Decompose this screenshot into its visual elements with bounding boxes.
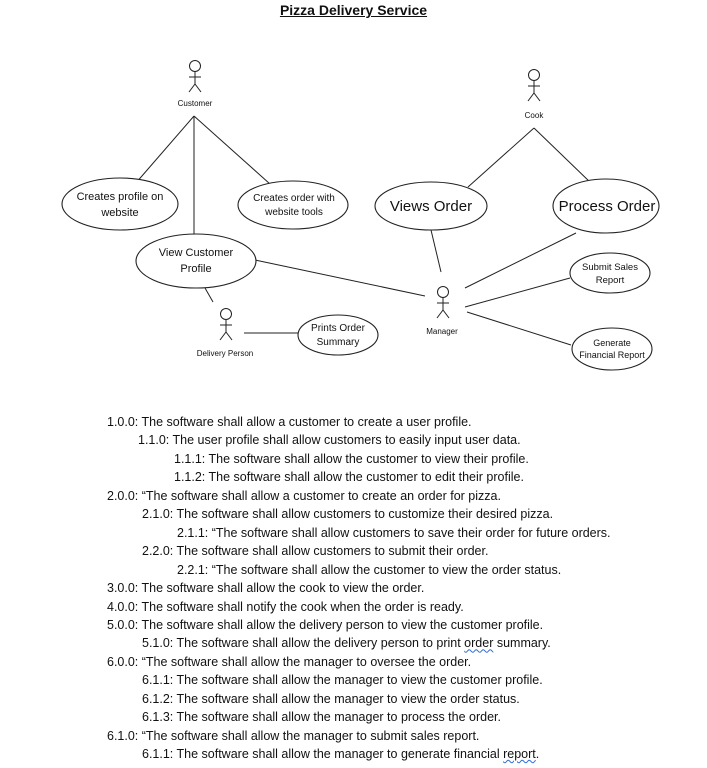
actor-label-manager: Manager bbox=[426, 327, 458, 336]
requirement-item: 6.1.1: The software shall allow the manager to view the customer profile. bbox=[142, 673, 543, 688]
line-manager-financial-report bbox=[467, 312, 571, 345]
requirement-item: 2.2.0: The software shall allow customers to submit their order. bbox=[142, 544, 489, 559]
usecase-label-generate-financial-report-line1: Generate bbox=[593, 338, 631, 348]
usecase-label-prints-order-summary-line2: Summary bbox=[316, 337, 360, 348]
requirement-item: 2.0.0: “The software shall allow a customer to create an order for pizza. bbox=[107, 488, 501, 503]
line-customer-creates-profile bbox=[135, 116, 194, 184]
usecase-label-generate-financial-report-line2: Financial Report bbox=[579, 350, 645, 360]
requirement-item: 6.0.0: “The software shall allow the manager to oversee the order. bbox=[107, 654, 472, 669]
line-views-order-manager bbox=[431, 230, 441, 272]
line-view-profile-delivery bbox=[205, 288, 213, 302]
requirement-item: 1.1.1: The software shall allow the customer to view their profile. bbox=[174, 451, 529, 466]
requirement-item: 1.1.0: The user profile shall allow customers to easily input user data. bbox=[138, 433, 521, 448]
usecase-label-creates-profile-line2: website bbox=[101, 207, 139, 219]
usecase-creates-profile bbox=[62, 178, 178, 230]
customer-actor-icon bbox=[189, 61, 201, 93]
usecase-label-process-order: Process Order bbox=[558, 198, 656, 215]
requirement-item: 2.1.0: The software shall allow customers to customize their desired pizza. bbox=[142, 507, 554, 522]
page-title: Pizza Delivery Service bbox=[279, 2, 428, 18]
usecase-generate-financial-report bbox=[572, 328, 652, 370]
requirement-item: 1.0.0: The software shall allow a customer to create a user profile. bbox=[107, 415, 472, 429]
usecase-label-prints-order-summary-line1: Prints Order bbox=[311, 323, 365, 334]
cook-actor-icon bbox=[528, 70, 540, 102]
usecase-label-view-customer-profile-line2: Profile bbox=[180, 263, 212, 275]
line-manager-sales-report bbox=[465, 278, 570, 307]
usecase-view-customer-profile bbox=[136, 234, 256, 288]
actor-label-customer: Customer bbox=[177, 99, 213, 108]
requirement-item: 5.1.0: The software shall allow the delivery person to print order summary. bbox=[142, 636, 551, 651]
usecase-submit-sales-report bbox=[570, 253, 650, 293]
delivery-person-actor-icon bbox=[220, 309, 232, 341]
requirement-item: 2.1.1: “The software shall allow customers to save their order for future orders. bbox=[177, 525, 611, 540]
line-customer-creates-order bbox=[194, 116, 270, 184]
requirement-item: 6.1.0: “The software shall allow the manager to submit sales report. bbox=[107, 728, 480, 743]
associations bbox=[135, 116, 592, 345]
manager-actor-icon bbox=[437, 287, 449, 319]
requirement-item: 3.0.0: The software shall allow the cook to view the order. bbox=[107, 581, 425, 596]
line-cook-process-order bbox=[534, 128, 592, 184]
usecase-label-creates-order-line2: website tools bbox=[265, 207, 323, 218]
requirement-item: 6.1.1: The software shall allow the manager to generate financial report. bbox=[142, 747, 540, 762]
line-process-order-manager bbox=[465, 233, 576, 288]
requirement-item: 6.1.3: The software shall allow the manager to process the order. bbox=[142, 710, 501, 725]
usecase-prints-order-summary bbox=[298, 315, 378, 355]
actor-label-cook: Cook bbox=[524, 111, 544, 120]
usecase-label-submit-sales-report-line2: Report bbox=[595, 275, 625, 286]
line-cook-views-order bbox=[468, 128, 534, 187]
usecase-label-views-order: Views Order bbox=[389, 198, 473, 215]
requirement-item: 4.0.0: The software shall notify the cook when the order is ready. bbox=[107, 599, 464, 614]
usecase-label-view-customer-profile-line1: View Customer bbox=[158, 247, 234, 259]
usecase-label-submit-sales-report-line1: Submit Sales bbox=[582, 262, 638, 273]
requirement-item: 5.0.0: The software shall allow the delivery person to view the customer profile. bbox=[107, 617, 544, 632]
usecase-creates-order bbox=[238, 181, 348, 229]
line-view-profile-manager bbox=[255, 260, 425, 296]
requirement-item: 6.1.2: The software shall allow the manager to view the order status. bbox=[142, 691, 520, 706]
requirement-item: 2.2.1: “The software shall allow the customer to view the order status. bbox=[177, 562, 562, 577]
usecase-label-creates-order-line1: Creates order with bbox=[253, 193, 335, 204]
requirement-item: 1.1.2: The software shall allow the customer to edit their profile. bbox=[174, 470, 524, 485]
actor-label-delivery-person: Delivery Person bbox=[196, 349, 254, 358]
usecase-label-creates-profile-line1: Creates profile on bbox=[76, 191, 164, 203]
